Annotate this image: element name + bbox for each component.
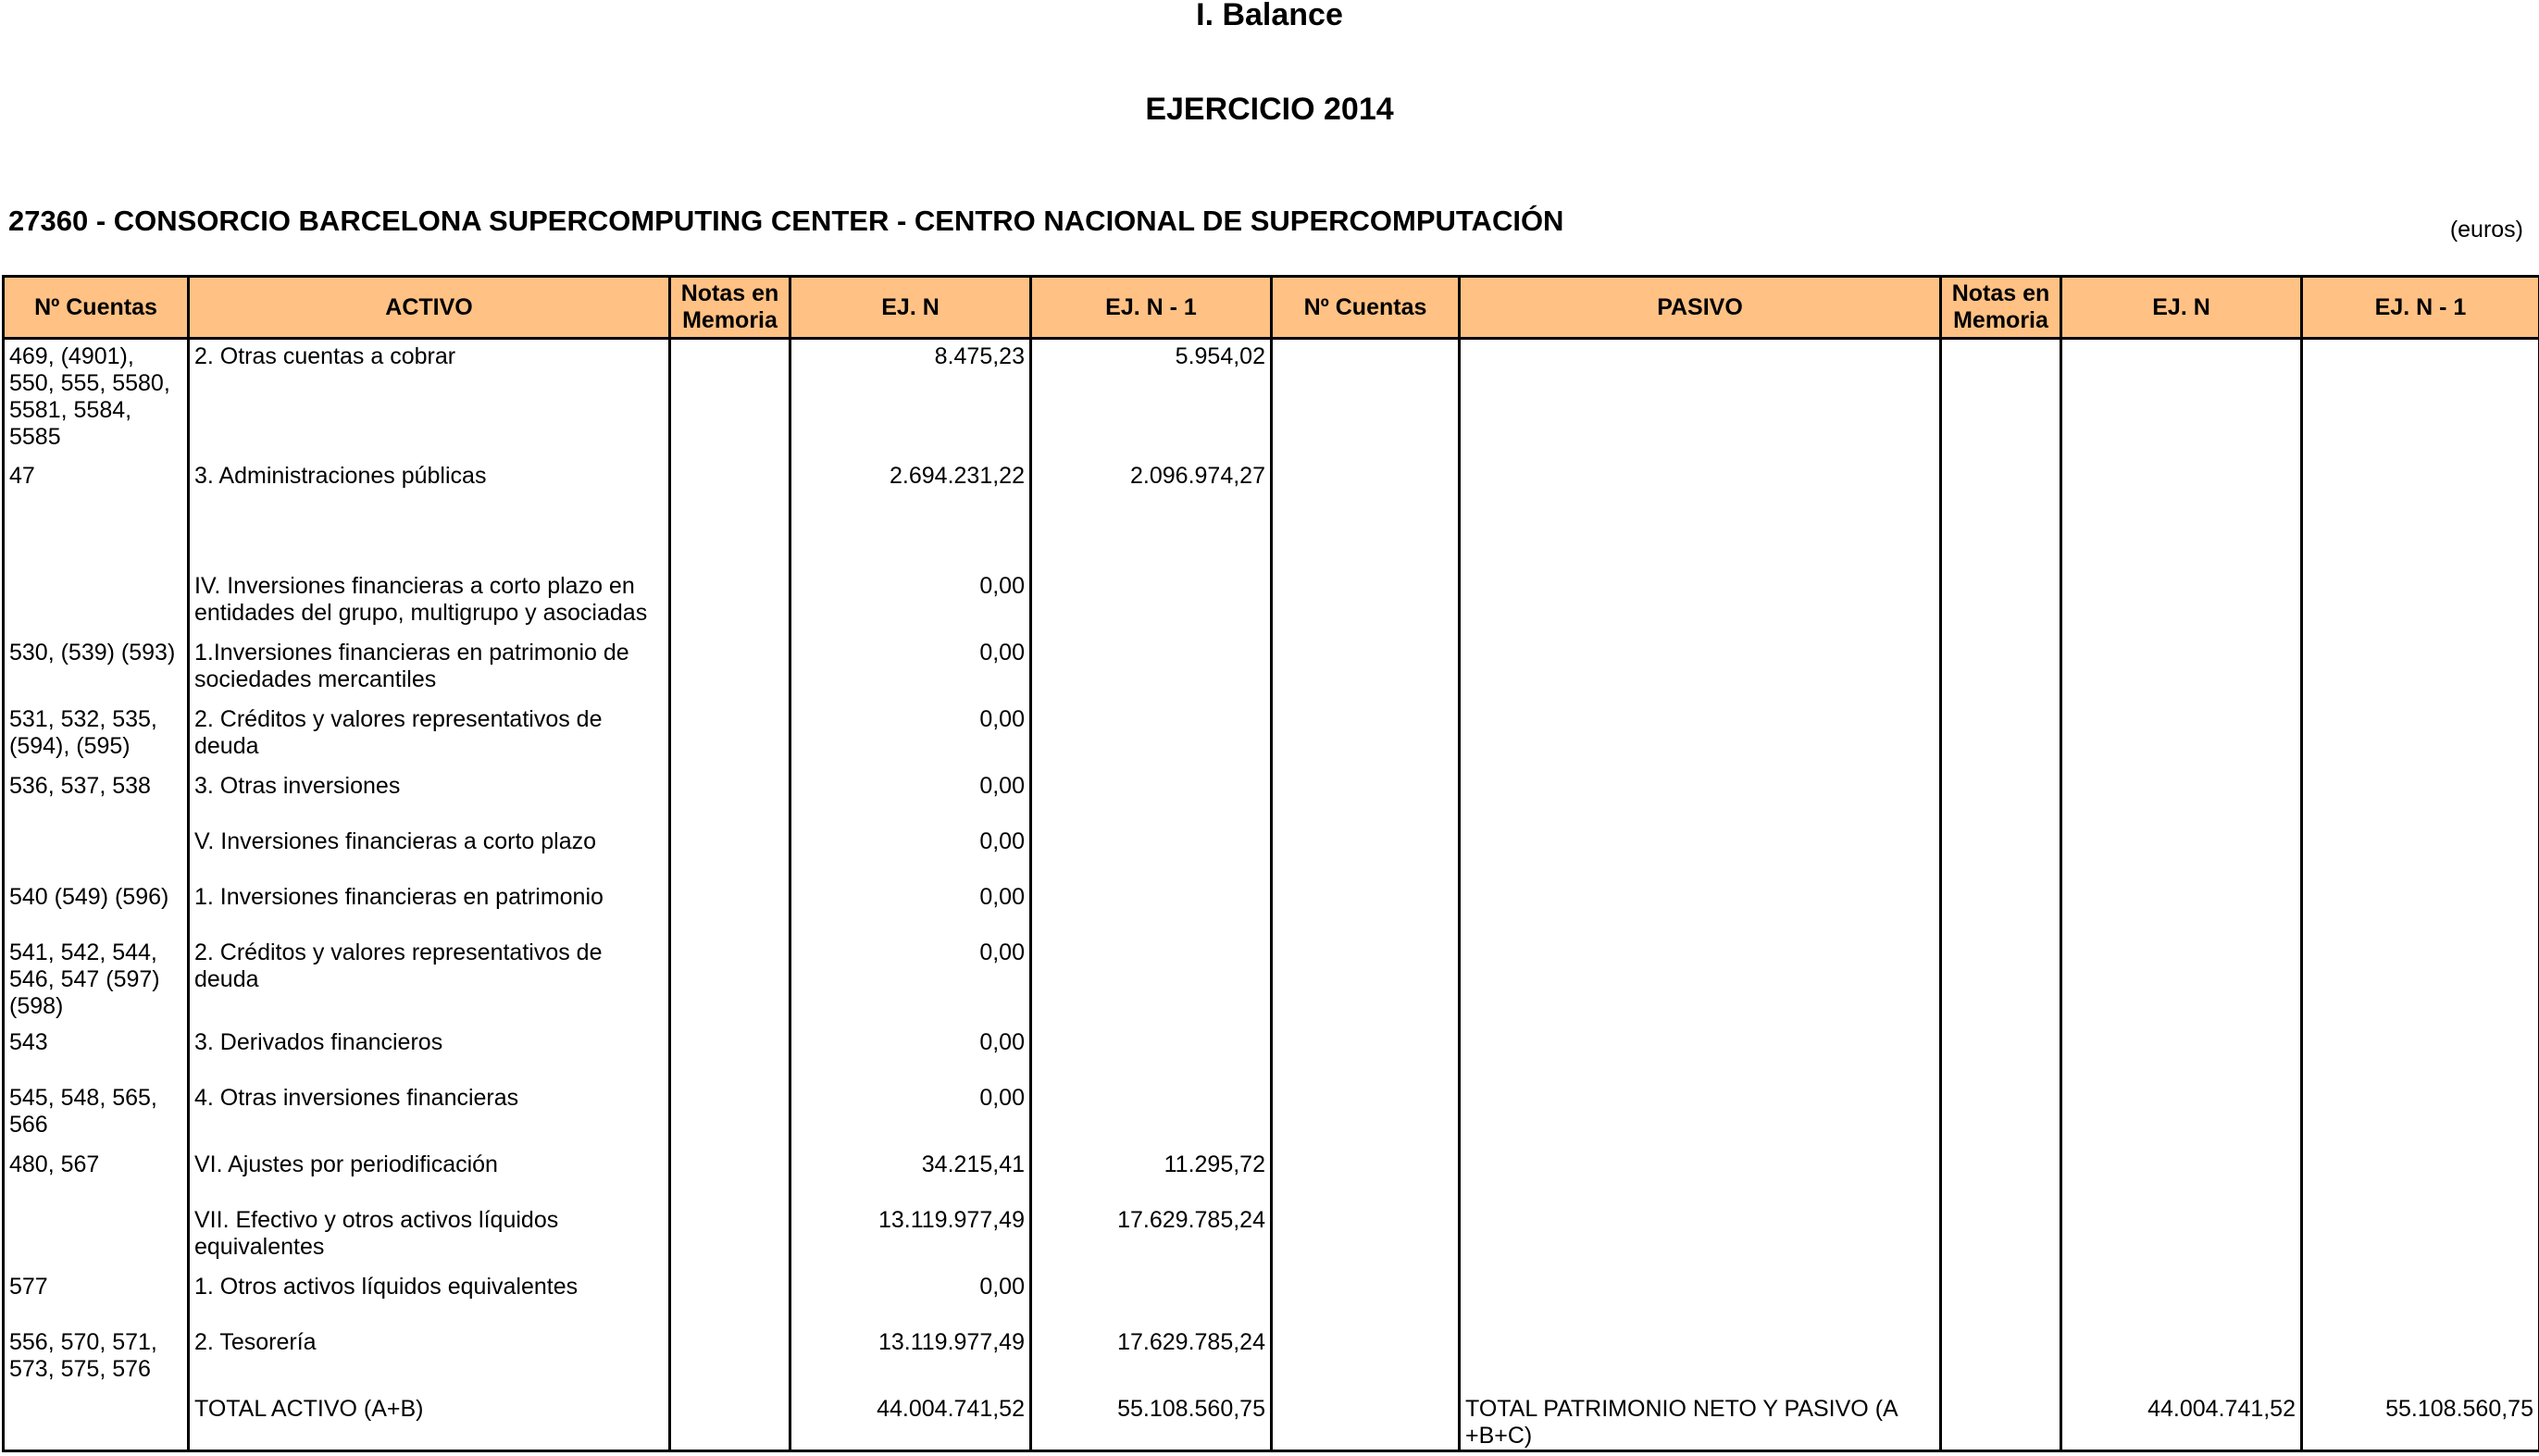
account-numbers-cell (4, 569, 189, 636)
notes-cell (670, 339, 790, 459)
notes-cell (670, 880, 790, 936)
current-year-cell (2061, 636, 2302, 703)
col-header-account-numbers-activo: Nº Cuentas (4, 277, 189, 339)
current-year-cell: 13.119.977,49 (790, 1203, 1031, 1270)
prior-year-cell: 17.629.785,24 (1031, 1203, 1272, 1270)
current-year-cell: 0,00 (790, 769, 1031, 825)
account-numbers-cell: 543 (4, 1026, 189, 1081)
activo-label-cell: 1.Inversiones financieras en patrimonio de sociedades mercantiles (189, 636, 670, 703)
account-numbers-cell: 556, 570, 571, 573, 575, 576 (4, 1325, 189, 1392)
pasivo-label-cell (1460, 769, 1941, 825)
prior-year-cell (2302, 1081, 2539, 1148)
prior-year-cell (1031, 703, 1272, 769)
activo-label-cell: 3. Administraciones públicas (189, 459, 670, 569)
current-year-cell (2061, 569, 2302, 636)
notes-cell (670, 636, 790, 703)
pasivo-label-cell (1460, 703, 1941, 769)
account-numbers-cell (1272, 339, 1460, 459)
account-numbers-cell (1272, 703, 1460, 769)
notes-cell (1941, 459, 2061, 569)
current-year-cell (2061, 339, 2302, 459)
account-numbers-cell: 47 (4, 459, 189, 569)
account-numbers-cell (1272, 880, 1460, 936)
account-numbers-cell (1272, 636, 1460, 703)
account-numbers-cell (4, 1203, 189, 1270)
prior-year-cell (2302, 636, 2539, 703)
account-numbers-cell: 480, 567 (4, 1148, 189, 1203)
pasivo-label-cell (1460, 569, 1941, 636)
notes-cell (670, 1392, 790, 1451)
current-year-cell (2061, 1203, 2302, 1270)
fiscal-year-subtitle: EJERCICIO 2014 (1145, 92, 1394, 127)
prior-year-cell: 55.108.560,75 (1031, 1392, 1272, 1451)
activo-label-cell: 2. Otras cuentas a cobrar (189, 339, 670, 459)
prior-year-cell: 2.096.974,27 (1031, 459, 1272, 569)
notes-cell (670, 1081, 790, 1148)
notes-cell (670, 459, 790, 569)
account-numbers-cell (1272, 1392, 1460, 1451)
current-year-cell: 44.004.741,52 (2061, 1392, 2302, 1451)
current-year-cell (2061, 1026, 2302, 1081)
prior-year-cell (1031, 636, 1272, 703)
current-year-cell (2061, 1325, 2302, 1392)
pasivo-label-cell (1460, 1026, 1941, 1081)
prior-year-cell (2302, 1148, 2539, 1203)
notes-cell (1941, 880, 2061, 936)
pasivo-label-cell (1460, 636, 1941, 703)
table-row (4, 569, 2539, 636)
notes-cell (1941, 825, 2061, 880)
current-year-cell (2061, 825, 2302, 880)
current-year-cell: 34.215,41 (790, 1148, 1031, 1203)
current-year-cell: 0,00 (790, 1026, 1031, 1081)
account-numbers-cell: 541, 542, 544, 546, 547 (597) (598) (4, 936, 189, 1026)
activo-label-cell: VII. Efectivo y otros activos líquidos equivalentes (189, 1203, 670, 1270)
account-numbers-cell (1272, 1325, 1460, 1392)
activo-label-cell: V. Inversiones financieras a corto plazo (189, 825, 670, 880)
notes-cell (1941, 1081, 2061, 1148)
notes-cell (670, 825, 790, 880)
account-numbers-cell (1272, 825, 1460, 880)
activo-label-cell: 1. Inversiones financieras en patrimonio (189, 880, 670, 936)
pasivo-label-cell (1460, 339, 1941, 459)
col-header-pasivo: PASIVO (1460, 277, 1941, 339)
prior-year-cell (1031, 769, 1272, 825)
current-year-cell: 2.694.231,22 (790, 459, 1031, 569)
account-numbers-cell (1272, 1081, 1460, 1148)
current-year-cell: 0,00 (790, 936, 1031, 1026)
activo-label-cell: 2. Tesorería (189, 1325, 670, 1392)
current-year-cell: 8.475,23 (790, 339, 1031, 459)
account-numbers-cell: 540 (549) (596) (4, 880, 189, 936)
prior-year-cell (1031, 880, 1272, 936)
notes-cell (1941, 1270, 2061, 1325)
account-numbers-cell (4, 1392, 189, 1451)
activo-label-cell: 2. Créditos y valores representativos de deuda (189, 936, 670, 1026)
notes-cell (670, 703, 790, 769)
prior-year-cell: 11.295,72 (1031, 1148, 1272, 1203)
table-row (4, 339, 2539, 459)
col-header-prior-year-pasivo: EJ. N - 1 (2302, 277, 2539, 339)
notes-cell (1941, 1148, 2061, 1203)
prior-year-cell (2302, 880, 2539, 936)
current-year-cell (2061, 459, 2302, 569)
col-header-activo: ACTIVO (189, 277, 670, 339)
pasivo-label-cell (1460, 880, 1941, 936)
notes-cell (670, 1325, 790, 1392)
current-year-cell: 0,00 (790, 636, 1031, 703)
table-row (4, 636, 2539, 703)
table-row (4, 1325, 2539, 1392)
notes-cell (670, 769, 790, 825)
notes-cell (1941, 1203, 2061, 1270)
currency-unit: (euros) (2449, 217, 2523, 243)
pasivo-label-cell: TOTAL PATRIMONIO NETO Y PASIVO (A +B+C) (1460, 1392, 1941, 1451)
col-header-notes-pasivo: Notas en Memoria (1941, 277, 2061, 339)
pasivo-label-cell (1460, 459, 1941, 569)
prior-year-cell (2302, 936, 2539, 1026)
current-year-cell: 0,00 (790, 825, 1031, 880)
account-numbers-cell (1272, 1148, 1460, 1203)
activo-label-cell: TOTAL ACTIVO (A+B) (189, 1392, 670, 1451)
table-row (4, 880, 2539, 936)
prior-year-cell (2302, 703, 2539, 769)
notes-cell (670, 1203, 790, 1270)
pasivo-label-cell (1460, 1203, 1941, 1270)
current-year-cell: 0,00 (790, 1081, 1031, 1148)
table-row (4, 1026, 2539, 1081)
account-numbers-cell (1272, 459, 1460, 569)
notes-cell (670, 936, 790, 1026)
prior-year-cell (1031, 825, 1272, 880)
prior-year-cell: 17.629.785,24 (1031, 1325, 1272, 1392)
col-header-prior-year-activo: EJ. N - 1 (1031, 277, 1272, 339)
current-year-cell (2061, 769, 2302, 825)
current-year-cell: 0,00 (790, 569, 1031, 636)
col-header-account-numbers-pasivo: Nº Cuentas (1272, 277, 1460, 339)
table-row (4, 1148, 2539, 1203)
current-year-cell: 0,00 (790, 880, 1031, 936)
table-row (4, 1270, 2539, 1325)
account-numbers-cell (4, 825, 189, 880)
current-year-cell (2061, 1270, 2302, 1325)
pasivo-label-cell (1460, 1148, 1941, 1203)
activo-label-cell: VI. Ajustes por periodificación (189, 1148, 670, 1203)
notes-cell (1941, 703, 2061, 769)
prior-year-cell (2302, 339, 2539, 459)
prior-year-cell (2302, 569, 2539, 636)
current-year-cell: 13.119.977,49 (790, 1325, 1031, 1392)
table-row (4, 459, 2539, 569)
prior-year-cell: 5.954,02 (1031, 339, 1272, 459)
table-row (4, 769, 2539, 825)
pasivo-label-cell (1460, 1081, 1941, 1148)
account-numbers-cell: 530, (539) (593) (4, 636, 189, 703)
col-header-current-year-pasivo: EJ. N (2061, 277, 2302, 339)
table-row (4, 703, 2539, 769)
activo-label-cell: 3. Derivados financieros (189, 1026, 670, 1081)
account-numbers-cell: 536, 537, 538 (4, 769, 189, 825)
prior-year-cell (1031, 1026, 1272, 1081)
account-numbers-cell: 531, 532, 535, (594), (595) (4, 703, 189, 769)
current-year-cell (2061, 936, 2302, 1026)
page-title: I. Balance (1196, 0, 1343, 32)
table-row (4, 1081, 2539, 1148)
prior-year-cell (2302, 1203, 2539, 1270)
pasivo-label-cell (1460, 1270, 1941, 1325)
pasivo-label-cell (1460, 1325, 1941, 1392)
balance-table (2, 275, 2539, 1452)
col-header-notes-activo: Notas en Memoria (670, 277, 790, 339)
activo-label-cell: IV. Inversiones financieras a corto plazo en entidades del grupo, multigrupo y asociadas (189, 569, 670, 636)
prior-year-cell (2302, 825, 2539, 880)
account-numbers-cell (1272, 569, 1460, 636)
current-year-cell (2061, 880, 2302, 936)
table-header-row (4, 277, 2539, 339)
notes-cell (1941, 1392, 2061, 1451)
activo-label-cell: 3. Otras inversiones (189, 769, 670, 825)
pasivo-label-cell (1460, 825, 1941, 880)
notes-cell (670, 1148, 790, 1203)
entity-name: 27360 - CONSORCIO BARCELONA SUPERCOMPUTING CENTER - CENTRO NACIONAL DE SUPERCOMPUTACIÓN (8, 205, 1564, 237)
notes-cell (1941, 569, 2061, 636)
notes-cell (1941, 636, 2061, 703)
notes-cell (670, 1270, 790, 1325)
current-year-cell (2061, 703, 2302, 769)
account-numbers-cell (1272, 1026, 1460, 1081)
prior-year-cell (2302, 1026, 2539, 1081)
prior-year-cell (1031, 936, 1272, 1026)
activo-label-cell: 1. Otros activos líquidos equivalentes (189, 1270, 670, 1325)
account-numbers-cell: 577 (4, 1270, 189, 1325)
account-numbers-cell (1272, 769, 1460, 825)
prior-year-cell (1031, 1270, 1272, 1325)
notes-cell (1941, 936, 2061, 1026)
prior-year-cell (2302, 459, 2539, 569)
current-year-cell: 0,00 (790, 1270, 1031, 1325)
prior-year-cell (2302, 1270, 2539, 1325)
prior-year-cell (2302, 1325, 2539, 1392)
table-row (4, 1203, 2539, 1270)
account-numbers-cell (1272, 1203, 1460, 1270)
table-row (4, 1392, 2539, 1451)
account-numbers-cell (1272, 1270, 1460, 1325)
prior-year-cell: 55.108.560,75 (2302, 1392, 2539, 1451)
notes-cell (670, 569, 790, 636)
account-numbers-cell: 469, (4901), 550, 555, 5580, 5581, 5584, 5585 (4, 339, 189, 459)
notes-cell (1941, 1325, 2061, 1392)
activo-label-cell: 2. Créditos y valores representativos de deuda (189, 703, 670, 769)
pasivo-label-cell (1460, 936, 1941, 1026)
account-numbers-cell: 545, 548, 565, 566 (4, 1081, 189, 1148)
current-year-cell: 0,00 (790, 703, 1031, 769)
current-year-cell (2061, 1148, 2302, 1203)
col-header-current-year-activo: EJ. N (790, 277, 1031, 339)
table-row (4, 825, 2539, 880)
notes-cell (1941, 769, 2061, 825)
notes-cell (1941, 339, 2061, 459)
notes-cell (670, 1026, 790, 1081)
current-year-cell (2061, 1081, 2302, 1148)
activo-label-cell: 4. Otras inversiones financieras (189, 1081, 670, 1148)
account-numbers-cell (1272, 936, 1460, 1026)
prior-year-cell (2302, 769, 2539, 825)
prior-year-cell (1031, 1081, 1272, 1148)
table-row (4, 936, 2539, 1026)
prior-year-cell (1031, 569, 1272, 636)
notes-cell (1941, 1026, 2061, 1081)
current-year-cell: 44.004.741,52 (790, 1392, 1031, 1451)
